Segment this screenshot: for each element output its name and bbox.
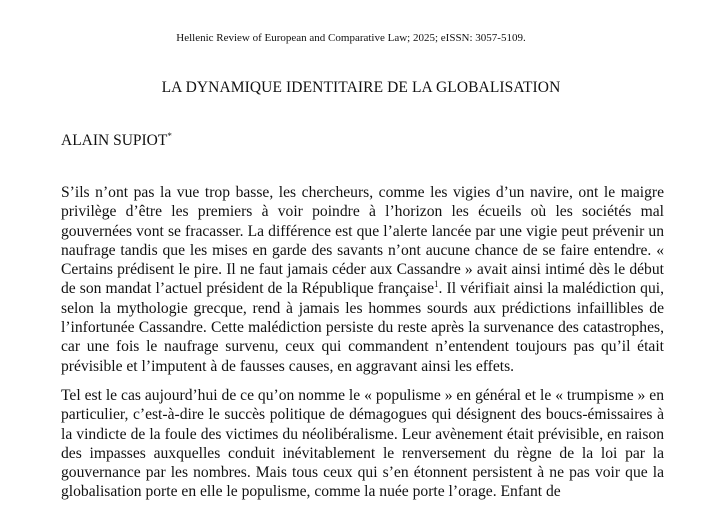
author-footnote-mark[interactable]: *	[167, 130, 172, 141]
paragraph-1-text-b: . Il vérifiait ainsi la malédiction qui, selon la mythologie grecque, rend à jamais les hommes sourds aux prédictions infaillibles de l’infortunée Cassandre. Cette malédiction persiste du reste après la survenance des catastrophes, car une fois le naufrage survenu, ceux qui commandent n’entendent toujours pas qu’il était prévisible et l’imputent à de fausses causes, en aggravant ainsi les effets.	[61, 280, 665, 375]
footnote-ref-1[interactable]: 1	[434, 279, 439, 290]
journal-header: Hellenic Review of European and Comparative Law; 2025; eISSN: 3057-5109.	[176, 32, 526, 44]
paragraph-2: Tel est le cas aujourd’hui de ce qu’on nomme le « populisme » en général et le « trumpisme » en particulier, c’est-à-dire le succès politique de démagogues qui désignent des boucs-émissaires à la vindicte de la foule des victimes du néolibéralisme. Leur avènement était prévisible, en raison des impasses auxquelles conduit inévitablement le renversement du règne de la loi par la gouvernance par les nombres. Mais tous ceux qui s’en étonnent persistent à ne pas voir que la globalisation porte en elle le populisme, comme la nuée porte l’orage. Enfant de	[61, 386, 664, 501]
author-name: ALAIN SUPIOT	[61, 132, 168, 149]
paragraph-1-text-a: S’ils n’ont pas la vue trop basse, les chercheurs, comme les vigies d’un navire, ont le maigre privilège d’être les premiers à voir poindre à l’horizon les écueils où les sociétés mal gouvernées vont se fracasser. La différence est que l’alerte lancée par une vigie peut prévenir un naufrage tandis que les mises en garde des savants n’ont aucune chance de se faire entendre. « Certains prédisent le pire. Il ne faut jamais céder aux Cassandre » avait ainsi intimé dès le début de son mandat l’actuel président de la République française	[61, 184, 664, 298]
article-body	[61, 183, 664, 512]
paragraph-1	[61, 183, 664, 376]
article-title: LA DYNAMIQUE IDENTITAIRE DE LA GLOBALISATION	[161, 79, 561, 96]
author-line	[61, 131, 172, 151]
